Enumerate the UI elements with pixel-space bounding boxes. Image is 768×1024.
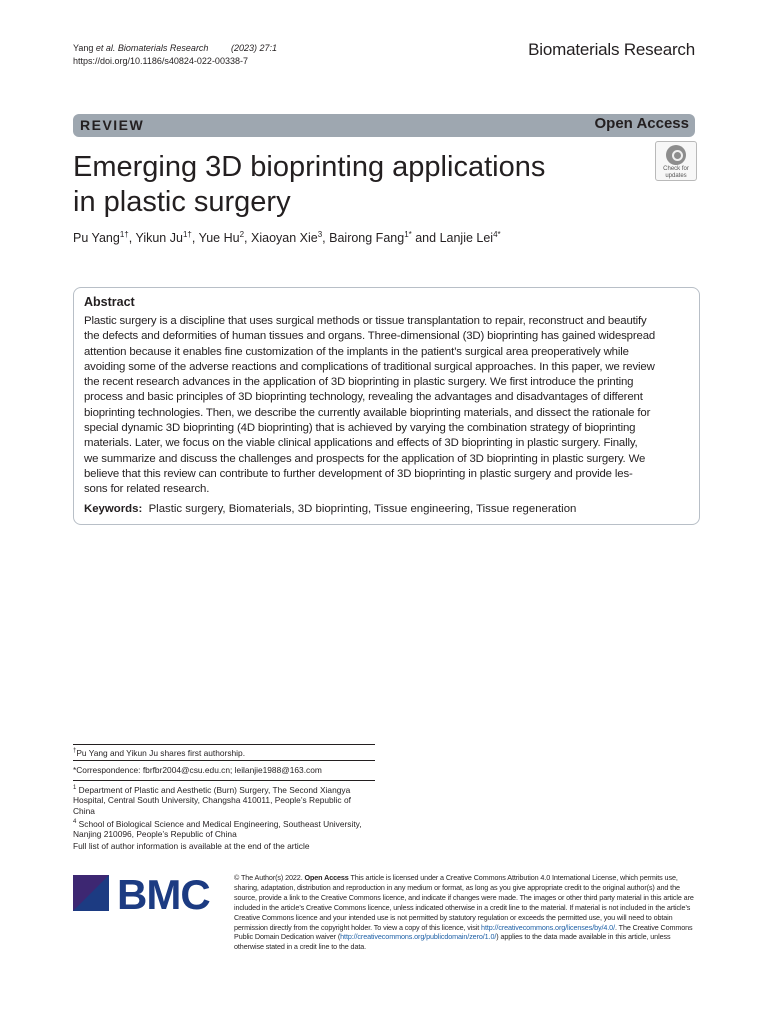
article-type-banner [73, 114, 695, 137]
footnote-divider [73, 744, 375, 745]
author-name: Yue Hu [198, 231, 240, 246]
footnote-sup: † [73, 748, 77, 754]
license-body-1: This article is licensed under a Creative Commons Attribution 4.0 International License, which permits use, sharing, adaptation, distribution and reproduction in any medium or format, as long as you give appropriate credit to the original author(s) and the source, provide a link to the Creative Commons licence, and indicate if changes were made. The images or other third party material in this article are included in the article’s Creative Commons licence, unless indicated otherwise in a credit line to the material. If material is not included in the article’s Creative Commons licence and your intended use is not permitted by statutory regulation or exceeds the permitted use, you will need to obtain permission directly from the copyright holder. To view a copy of this licence, visit [234, 873, 694, 932]
keywords [84, 502, 689, 517]
citation-journal: Biomaterials Research [117, 43, 209, 53]
author-affiliation-sup: 3 [317, 230, 323, 239]
author-name: Lanjie Lei [439, 231, 494, 246]
abstract-line: materials. Later, we focus on the viable clinical applications and effects of 3D bioprinting in plastic surgery. Finally, [84, 437, 638, 450]
author-affiliation-sup: 1† [119, 230, 129, 239]
citation-line [73, 42, 277, 55]
abstract-line: Plastic surgery is a discipline that uses surgical methods or tissue transplantation to repair, reconstruct and beautify [84, 315, 647, 327]
citation-authors: Yang [73, 43, 94, 53]
footnote-sup: 4 [73, 819, 77, 825]
license-body-3: ) applies to the data made available in this article, unless otherwise stated in a credit line to the data. [234, 932, 671, 952]
abstract-line: the defects and deformities of human tissues and organs. Three-dimensional (3D) bioprinting has gained widespread [84, 330, 656, 343]
journal-name: Biomaterials Research [528, 40, 695, 59]
author-list: Pu Yang$^{1\dagger}$, Yikun $Ju^{1\dagger}$, Yue Hu$^2$, Xiaoyan Xie$^3$, Bairong Fang$^{1*}$ and Lanjie Lei$^{4*}$ [73, 230, 501, 246]
author-name: Xiaoyan Xie [251, 231, 318, 246]
bmc-logo [73, 874, 215, 914]
article-type-label: REVIEW [80, 117, 145, 133]
license-open-access: Open Access [304, 873, 349, 882]
license-link-cc0[interactable]: http://creativecommons.org/publicdomain/zero/1.0/ [340, 932, 497, 942]
keywords-list: Plastic surgery, Biomaterials, 3D bioprinting, Tissue engineering, Tissue regeneration [148, 502, 577, 515]
abstract-box [73, 287, 700, 525]
abstract-line: attention because it enables fine customization of the implants in the patient’s surgical area preoperatively while [84, 345, 629, 358]
keywords-label: Keywords: [84, 502, 143, 515]
check-updates-icon [666, 145, 686, 165]
check-updates-text-2: updates [665, 173, 687, 179]
citation-etal: et al. [95, 43, 116, 53]
footnote-divider [73, 760, 375, 761]
footnote-affiliation-4 [73, 817, 373, 840]
citation-block [73, 42, 277, 68]
author-affiliation-sup: 4* [493, 230, 501, 239]
abstract-line: the recent research advances in the application of 3D bioprinting in plastic surgery. We first introduce the printing [84, 376, 634, 389]
footnote-shared-authorship [73, 746, 373, 758]
author-affiliation-sup: 1* [404, 230, 412, 239]
footnote-text: Pu Yang and Yikun Ju shares first authorship. [76, 747, 246, 758]
abstract-line: believe that this review can contribute to further development of 3D bioprinting in plastic surgery and provide les- [84, 467, 633, 480]
author-affiliation-sup: 1† [182, 230, 192, 239]
abstract-line: sons for related research. [84, 483, 210, 496]
license-body-2: . The Creative Commons Public Domain Dedication waiver ( [234, 922, 693, 942]
abstract-text [84, 314, 689, 498]
footnote-text: Department of Plastic and Aesthetic (Burn) Surgery, The Second Xiangya Hospital, Central South University, Changsha 410011, People’s Republic of China [73, 784, 351, 816]
check-for-updates-badge[interactable] [655, 141, 697, 181]
citation-year-volume: (2023) 27:1 [230, 43, 278, 53]
author-name: Yikun Ju [135, 231, 183, 246]
license-link-cc-by[interactable]: http://creativecommons.org/licenses/by/4.0/ [481, 922, 615, 932]
open-access-label: Open Access [594, 115, 689, 132]
check-updates-text-1: Check for [663, 166, 689, 172]
bmc-logo-text: BMC [117, 874, 210, 914]
title-line-1: Emerging 3D bioprinting applications [73, 151, 546, 183]
title-line-2: in plastic surgery [73, 186, 291, 218]
abstract-line: avoiding some of the adverse reactions and complications of traditional surgical approaches. In this paper, we review [84, 360, 655, 373]
bmc-logo-icon [73, 874, 215, 914]
doi-link[interactable]: https://doi.org/10.1186/s40824-022-00338-7 [73, 56, 248, 66]
author-affiliation-sup: 2 [239, 230, 245, 239]
abstract-line: we summarize and discuss the challenges and prospects for the application of 3D bioprinting in plastic surgery. We [84, 452, 646, 465]
footnote-full-list: Full list of author information is available at the end of the article [73, 841, 310, 851]
footnote-text: School of Biological Science and Medical Engineering, Southeast University, Nanjing 210096, People’s Republic of China [73, 818, 362, 840]
abstract-line: bioprinting technologies. Then, we describe the currently available bioprinting materials, and dissect the rationale for [84, 406, 651, 419]
abstract-heading: Abstract [84, 295, 135, 309]
footnote-correspondence[interactable]: *Correspondence: fbrfbr2004@csu.edu.cn; leilanjie1988@163.com [73, 765, 322, 775]
author-name: Pu Yang [73, 231, 120, 246]
footnote-divider [73, 780, 375, 781]
author-name: Bairong Fang [329, 231, 405, 246]
license-text [234, 873, 694, 952]
abstract-line: process and basic principles of 3D bioprinting technology, revealing the advantages and disadvantages of different [84, 391, 643, 404]
license-copyright: © The Author(s) 2022. [234, 873, 303, 882]
footnote-sup: 1 [73, 785, 77, 791]
footnote-affiliation-1 [73, 783, 373, 816]
abstract-line: special dynamic 3D bioprinting (4D bioprinting) that is achieved by varying the combination strategy of bioprinting [84, 422, 636, 435]
article-title [73, 150, 633, 220]
